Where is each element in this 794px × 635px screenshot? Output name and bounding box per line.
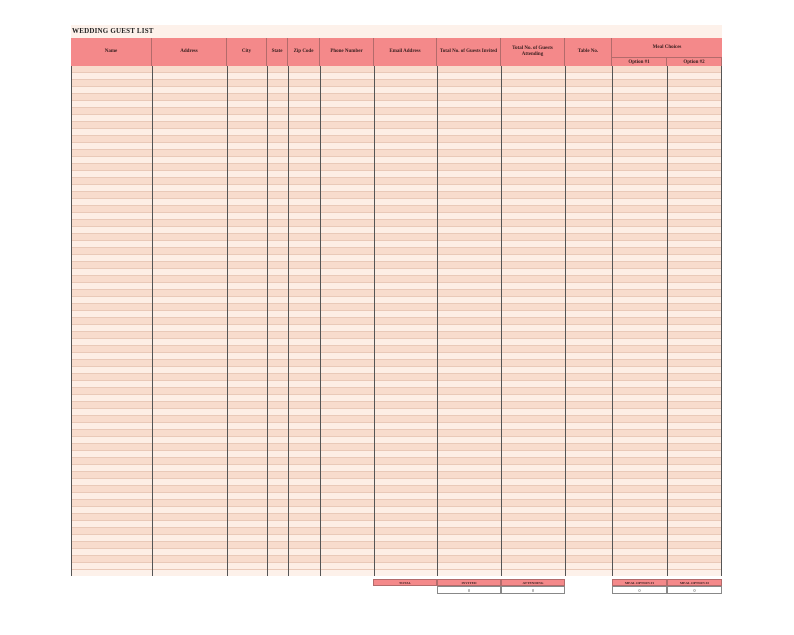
- guest-row[interactable]: [71, 318, 722, 325]
- guest-row[interactable]: [71, 542, 722, 549]
- guest-row[interactable]: [71, 360, 722, 367]
- column-divider: [721, 66, 722, 576]
- col-header-table[interactable]: Table No.: [565, 38, 612, 66]
- invited-label: INVITED: [437, 579, 501, 586]
- guest-row[interactable]: [71, 507, 722, 514]
- guest-row[interactable]: [71, 444, 722, 451]
- guest-row[interactable]: [71, 500, 722, 507]
- col-header-invited[interactable]: Total No. of Guests Invited: [437, 38, 501, 66]
- guest-row[interactable]: [71, 339, 722, 346]
- col-header-option-2[interactable]: Option #2: [667, 57, 722, 66]
- sheet-title: WEDDING GUEST LIST: [72, 27, 154, 35]
- column-divider: [152, 66, 153, 576]
- guest-row[interactable]: [71, 332, 722, 339]
- guest-row[interactable]: [71, 87, 722, 94]
- guest-row[interactable]: [71, 409, 722, 416]
- guest-row[interactable]: [71, 157, 722, 164]
- col-header-address[interactable]: Address: [152, 38, 227, 66]
- col-header-option-1[interactable]: Option #1: [612, 57, 667, 66]
- guest-row[interactable]: [71, 150, 722, 157]
- guest-row[interactable]: [71, 80, 722, 87]
- attending-label: ATTENDING: [501, 579, 565, 586]
- guest-row[interactable]: [71, 192, 722, 199]
- guest-row[interactable]: [71, 234, 722, 241]
- column-divider: [71, 66, 72, 576]
- col-header-attending[interactable]: Total No. of Guests Attending: [501, 38, 565, 66]
- guest-row[interactable]: [71, 171, 722, 178]
- guest-row[interactable]: [71, 556, 722, 563]
- guest-row[interactable]: [71, 227, 722, 234]
- col-header-state[interactable]: State: [267, 38, 288, 66]
- guest-row[interactable]: [71, 248, 722, 255]
- guest-row[interactable]: [71, 164, 722, 171]
- guest-row[interactable]: [71, 451, 722, 458]
- guest-row[interactable]: [71, 262, 722, 269]
- guest-row[interactable]: [71, 311, 722, 318]
- col-header-name[interactable]: Name: [71, 38, 152, 66]
- guest-row[interactable]: [71, 213, 722, 220]
- guest-row[interactable]: [71, 528, 722, 535]
- guest-row[interactable]: [71, 136, 722, 143]
- meal1-total-label: MEAL OPTION #1: [612, 579, 667, 586]
- guest-row[interactable]: [71, 255, 722, 262]
- guest-row[interactable]: [71, 458, 722, 465]
- guest-row[interactable]: [71, 472, 722, 479]
- guest-row[interactable]: [71, 367, 722, 374]
- guest-row[interactable]: [71, 220, 722, 227]
- guest-row[interactable]: [71, 402, 722, 409]
- guest-row[interactable]: [71, 388, 722, 395]
- col-header-zip[interactable]: Zip Code: [288, 38, 320, 66]
- guest-row[interactable]: [71, 353, 722, 360]
- guest-row[interactable]: [71, 437, 722, 444]
- guest-row[interactable]: [71, 283, 722, 290]
- guest-row[interactable]: [71, 381, 722, 388]
- meal2-total-label: MEAL OPTION #2: [667, 579, 722, 586]
- guest-row[interactable]: [71, 563, 722, 570]
- column-divider: [267, 66, 268, 576]
- guest-row[interactable]: [71, 304, 722, 311]
- invited-total-cell[interactable]: 0: [437, 586, 501, 594]
- column-divider: [288, 66, 289, 576]
- column-divider: [501, 66, 502, 576]
- meal2-total-cell[interactable]: 0: [667, 586, 722, 594]
- guest-row[interactable]: [71, 486, 722, 493]
- guest-row[interactable]: [71, 101, 722, 108]
- meal1-total-cell[interactable]: 0: [612, 586, 667, 594]
- guest-row[interactable]: [71, 185, 722, 192]
- guest-row[interactable]: [71, 325, 722, 332]
- total-label: TOTAL: [373, 579, 437, 586]
- col-header-email[interactable]: Email Address: [374, 38, 437, 66]
- guest-row[interactable]: [71, 241, 722, 248]
- guest-row[interactable]: [71, 115, 722, 122]
- column-divider: [565, 66, 566, 576]
- guest-row[interactable]: [71, 549, 722, 556]
- guest-row[interactable]: [71, 206, 722, 213]
- col-header-city[interactable]: City: [227, 38, 267, 66]
- guest-row[interactable]: [71, 178, 722, 185]
- guest-row[interactable]: [71, 479, 722, 486]
- guest-row[interactable]: [71, 465, 722, 472]
- guest-row[interactable]: [71, 269, 722, 276]
- guest-row[interactable]: [71, 73, 722, 80]
- guest-row[interactable]: [71, 94, 722, 101]
- guest-row[interactable]: [71, 66, 722, 73]
- column-divider: [667, 66, 668, 576]
- guest-row[interactable]: [71, 199, 722, 206]
- column-divider: [227, 66, 228, 576]
- guest-row[interactable]: [71, 430, 722, 437]
- guest-row[interactable]: [71, 423, 722, 430]
- guest-row[interactable]: [71, 297, 722, 304]
- guest-row[interactable]: [71, 108, 722, 115]
- guest-row[interactable]: [71, 395, 722, 402]
- column-divider: [374, 66, 375, 576]
- guest-row[interactable]: [71, 122, 722, 129]
- col-header-phone[interactable]: Phone Number: [320, 38, 374, 66]
- guest-row[interactable]: [71, 143, 722, 150]
- column-divider: [437, 66, 438, 576]
- guest-row[interactable]: [71, 276, 722, 283]
- guest-row[interactable]: [71, 521, 722, 528]
- guest-row[interactable]: [71, 535, 722, 542]
- col-header-meal[interactable]: Meal Choices: [612, 38, 722, 57]
- guest-row[interactable]: [71, 290, 722, 297]
- attending-total-cell[interactable]: 0: [501, 586, 565, 594]
- guest-row[interactable]: [71, 129, 722, 136]
- guest-row[interactable]: [71, 346, 722, 353]
- column-divider: [320, 66, 321, 576]
- guest-row[interactable]: [71, 493, 722, 500]
- column-divider: [612, 66, 613, 576]
- guest-row[interactable]: [71, 416, 722, 423]
- guest-row[interactable]: [71, 374, 722, 381]
- guest-row[interactable]: [71, 514, 722, 521]
